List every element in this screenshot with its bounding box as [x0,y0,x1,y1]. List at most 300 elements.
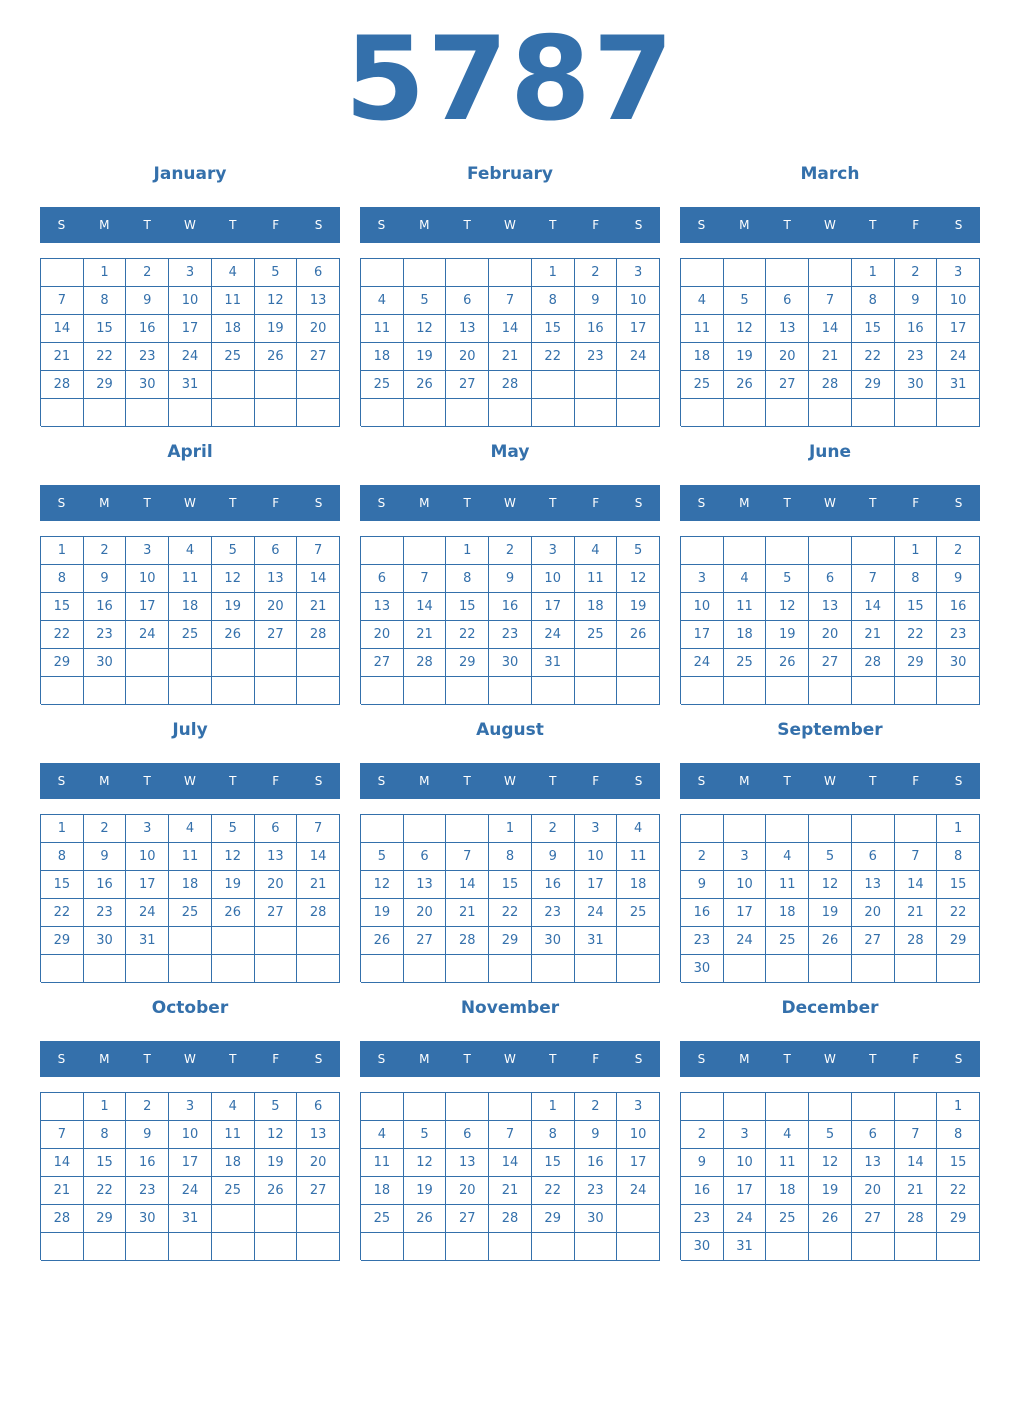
day-cell[interactable]: 18 [169,593,212,621]
day-cell[interactable]: 4 [212,259,255,287]
day-cell[interactable]: 24 [126,899,169,927]
day-cell[interactable]: 29 [41,649,84,677]
day-cell[interactable]: 28 [297,899,340,927]
day-cell[interactable]: 7 [895,843,938,871]
day-cell[interactable]: 4 [766,843,809,871]
day-cell[interactable]: 15 [852,315,895,343]
day-cell[interactable]: 14 [297,565,340,593]
day-cell[interactable]: 8 [895,565,938,593]
day-cell[interactable]: 7 [41,287,84,315]
day-cell[interactable]: 21 [852,621,895,649]
day-cell[interactable]: 1 [84,259,127,287]
day-cell[interactable]: 1 [41,815,84,843]
day-cell[interactable]: 12 [212,565,255,593]
day-cell[interactable]: 9 [532,843,575,871]
day-cell[interactable]: 17 [575,871,618,899]
day-cell[interactable]: 7 [489,1121,532,1149]
day-cell[interactable]: 11 [361,1149,404,1177]
day-cell[interactable]: 17 [532,593,575,621]
day-cell[interactable]: 12 [255,1121,298,1149]
day-cell[interactable]: 20 [809,621,852,649]
day-cell[interactable]: 5 [212,815,255,843]
day-cell[interactable]: 30 [126,1205,169,1233]
day-cell[interactable]: 28 [41,1205,84,1233]
day-cell[interactable]: 21 [41,343,84,371]
day-cell[interactable]: 24 [617,343,660,371]
day-cell[interactable]: 17 [126,871,169,899]
day-cell[interactable]: 29 [446,649,489,677]
day-cell[interactable]: 11 [681,315,724,343]
day-cell[interactable]: 20 [446,1177,489,1205]
day-cell[interactable]: 31 [169,371,212,399]
day-cell[interactable]: 2 [681,1121,724,1149]
day-cell[interactable]: 12 [404,1149,447,1177]
day-cell[interactable]: 10 [169,287,212,315]
day-cell[interactable]: 23 [681,927,724,955]
day-cell[interactable]: 18 [766,899,809,927]
day-cell[interactable]: 20 [361,621,404,649]
day-cell[interactable]: 21 [809,343,852,371]
day-cell[interactable]: 25 [361,371,404,399]
day-cell[interactable]: 11 [361,315,404,343]
day-cell[interactable]: 11 [766,1149,809,1177]
day-cell[interactable]: 3 [937,259,980,287]
day-cell[interactable]: 5 [724,287,767,315]
day-cell[interactable]: 1 [84,1093,127,1121]
day-cell[interactable]: 17 [937,315,980,343]
day-cell[interactable]: 7 [446,843,489,871]
day-cell[interactable]: 9 [84,843,127,871]
day-cell[interactable]: 8 [41,843,84,871]
day-cell[interactable]: 2 [532,815,575,843]
day-cell[interactable]: 13 [852,871,895,899]
day-cell[interactable]: 4 [169,537,212,565]
day-cell[interactable]: 20 [852,899,895,927]
day-cell[interactable]: 31 [724,1233,767,1261]
day-cell[interactable]: 8 [937,1121,980,1149]
day-cell[interactable]: 28 [852,649,895,677]
day-cell[interactable]: 3 [724,1121,767,1149]
day-cell[interactable]: 25 [169,621,212,649]
day-cell[interactable]: 19 [766,621,809,649]
day-cell[interactable]: 9 [681,1149,724,1177]
day-cell[interactable]: 14 [41,315,84,343]
day-cell[interactable]: 19 [255,1149,298,1177]
day-cell[interactable]: 29 [84,1205,127,1233]
day-cell[interactable]: 2 [575,1093,618,1121]
day-cell[interactable]: 19 [212,871,255,899]
day-cell[interactable]: 16 [937,593,980,621]
day-cell[interactable]: 22 [41,899,84,927]
day-cell[interactable]: 13 [852,1149,895,1177]
day-cell[interactable]: 29 [937,1205,980,1233]
day-cell[interactable]: 10 [724,1149,767,1177]
day-cell[interactable]: 24 [724,1205,767,1233]
day-cell[interactable]: 4 [212,1093,255,1121]
day-cell[interactable]: 21 [895,899,938,927]
day-cell[interactable]: 8 [446,565,489,593]
day-cell[interactable]: 28 [446,927,489,955]
day-cell[interactable]: 27 [297,1177,340,1205]
day-cell[interactable]: 30 [681,955,724,983]
day-cell[interactable]: 19 [724,343,767,371]
day-cell[interactable]: 15 [489,871,532,899]
day-cell[interactable]: 16 [84,871,127,899]
day-cell[interactable]: 21 [489,1177,532,1205]
day-cell[interactable]: 1 [852,259,895,287]
day-cell[interactable]: 1 [446,537,489,565]
day-cell[interactable]: 25 [681,371,724,399]
day-cell[interactable]: 6 [446,287,489,315]
day-cell[interactable]: 16 [575,315,618,343]
day-cell[interactable]: 12 [809,1149,852,1177]
day-cell[interactable]: 22 [895,621,938,649]
day-cell[interactable]: 12 [766,593,809,621]
day-cell[interactable]: 26 [404,1205,447,1233]
day-cell[interactable]: 3 [126,537,169,565]
day-cell[interactable]: 6 [766,287,809,315]
day-cell[interactable]: 21 [297,593,340,621]
day-cell[interactable]: 20 [766,343,809,371]
day-cell[interactable]: 21 [446,899,489,927]
day-cell[interactable]: 26 [255,1177,298,1205]
day-cell[interactable]: 22 [532,1177,575,1205]
day-cell[interactable]: 7 [297,537,340,565]
day-cell[interactable]: 29 [532,1205,575,1233]
day-cell[interactable]: 30 [937,649,980,677]
day-cell[interactable]: 31 [937,371,980,399]
day-cell[interactable]: 20 [255,593,298,621]
day-cell[interactable]: 17 [724,899,767,927]
day-cell[interactable]: 15 [446,593,489,621]
day-cell[interactable]: 1 [41,537,84,565]
day-cell[interactable]: 3 [617,259,660,287]
day-cell[interactable]: 14 [852,593,895,621]
day-cell[interactable]: 21 [489,343,532,371]
day-cell[interactable]: 11 [212,1121,255,1149]
day-cell[interactable]: 13 [446,315,489,343]
day-cell[interactable]: 24 [126,621,169,649]
day-cell[interactable]: 26 [404,371,447,399]
day-cell[interactable]: 8 [852,287,895,315]
day-cell[interactable]: 4 [681,287,724,315]
day-cell[interactable]: 28 [297,621,340,649]
day-cell[interactable]: 20 [297,1149,340,1177]
day-cell[interactable]: 22 [446,621,489,649]
day-cell[interactable]: 1 [937,815,980,843]
day-cell[interactable]: 30 [681,1233,724,1261]
day-cell[interactable]: 7 [41,1121,84,1149]
day-cell[interactable]: 4 [617,815,660,843]
day-cell[interactable]: 6 [446,1121,489,1149]
day-cell[interactable]: 15 [84,1149,127,1177]
day-cell[interactable]: 26 [766,649,809,677]
day-cell[interactable]: 12 [212,843,255,871]
day-cell[interactable]: 25 [169,899,212,927]
day-cell[interactable]: 13 [255,565,298,593]
day-cell[interactable]: 5 [255,259,298,287]
day-cell[interactable]: 18 [169,871,212,899]
day-cell[interactable]: 12 [809,871,852,899]
day-cell[interactable]: 10 [575,843,618,871]
day-cell[interactable]: 3 [681,565,724,593]
day-cell[interactable]: 30 [532,927,575,955]
day-cell[interactable]: 26 [361,927,404,955]
day-cell[interactable]: 11 [212,287,255,315]
day-cell[interactable]: 13 [809,593,852,621]
day-cell[interactable]: 16 [895,315,938,343]
day-cell[interactable]: 15 [895,593,938,621]
day-cell[interactable]: 3 [532,537,575,565]
day-cell[interactable]: 1 [532,1093,575,1121]
day-cell[interactable]: 23 [489,621,532,649]
day-cell[interactable]: 9 [126,287,169,315]
day-cell[interactable]: 19 [404,343,447,371]
day-cell[interactable]: 23 [84,621,127,649]
day-cell[interactable]: 25 [724,649,767,677]
day-cell[interactable]: 13 [404,871,447,899]
day-cell[interactable]: 30 [895,371,938,399]
day-cell[interactable]: 27 [446,371,489,399]
day-cell[interactable]: 22 [84,343,127,371]
day-cell[interactable]: 18 [361,343,404,371]
day-cell[interactable]: 9 [895,287,938,315]
day-cell[interactable]: 20 [404,899,447,927]
day-cell[interactable]: 9 [937,565,980,593]
day-cell[interactable]: 27 [361,649,404,677]
day-cell[interactable]: 5 [809,843,852,871]
day-cell[interactable]: 17 [169,315,212,343]
day-cell[interactable]: 11 [169,843,212,871]
day-cell[interactable]: 28 [404,649,447,677]
day-cell[interactable]: 15 [937,871,980,899]
day-cell[interactable]: 23 [126,343,169,371]
day-cell[interactable]: 21 [297,871,340,899]
day-cell[interactable]: 29 [937,927,980,955]
day-cell[interactable]: 1 [895,537,938,565]
day-cell[interactable]: 10 [126,565,169,593]
day-cell[interactable]: 2 [937,537,980,565]
day-cell[interactable]: 31 [575,927,618,955]
day-cell[interactable]: 29 [84,371,127,399]
day-cell[interactable]: 15 [41,871,84,899]
day-cell[interactable]: 10 [617,1121,660,1149]
day-cell[interactable]: 16 [681,1177,724,1205]
day-cell[interactable]: 5 [766,565,809,593]
day-cell[interactable]: 13 [446,1149,489,1177]
day-cell[interactable]: 2 [575,259,618,287]
day-cell[interactable]: 8 [937,843,980,871]
day-cell[interactable]: 14 [489,1149,532,1177]
day-cell[interactable]: 18 [724,621,767,649]
day-cell[interactable]: 16 [532,871,575,899]
day-cell[interactable]: 21 [895,1177,938,1205]
day-cell[interactable]: 19 [617,593,660,621]
day-cell[interactable]: 4 [766,1121,809,1149]
day-cell[interactable]: 13 [255,843,298,871]
day-cell[interactable]: 10 [169,1121,212,1149]
day-cell[interactable]: 11 [169,565,212,593]
day-cell[interactable]: 14 [895,1149,938,1177]
day-cell[interactable]: 29 [895,649,938,677]
day-cell[interactable]: 10 [681,593,724,621]
day-cell[interactable]: 5 [361,843,404,871]
day-cell[interactable]: 17 [617,1149,660,1177]
day-cell[interactable]: 30 [575,1205,618,1233]
day-cell[interactable]: 24 [575,899,618,927]
day-cell[interactable]: 5 [809,1121,852,1149]
day-cell[interactable]: 28 [895,927,938,955]
day-cell[interactable]: 1 [489,815,532,843]
day-cell[interactable]: 14 [809,315,852,343]
day-cell[interactable]: 9 [681,871,724,899]
day-cell[interactable]: 15 [532,1149,575,1177]
day-cell[interactable]: 2 [126,259,169,287]
day-cell[interactable]: 26 [724,371,767,399]
day-cell[interactable]: 16 [126,1149,169,1177]
day-cell[interactable]: 22 [532,343,575,371]
day-cell[interactable]: 4 [361,1121,404,1149]
day-cell[interactable]: 25 [766,1205,809,1233]
day-cell[interactable]: 17 [681,621,724,649]
day-cell[interactable]: 3 [169,1093,212,1121]
day-cell[interactable]: 21 [404,621,447,649]
day-cell[interactable]: 8 [41,565,84,593]
day-cell[interactable]: 31 [169,1205,212,1233]
day-cell[interactable]: 31 [532,649,575,677]
day-cell[interactable]: 17 [126,593,169,621]
day-cell[interactable]: 20 [297,315,340,343]
day-cell[interactable]: 4 [575,537,618,565]
day-cell[interactable]: 22 [937,899,980,927]
day-cell[interactable]: 25 [575,621,618,649]
day-cell[interactable]: 6 [255,537,298,565]
day-cell[interactable]: 6 [809,565,852,593]
day-cell[interactable]: 7 [852,565,895,593]
day-cell[interactable]: 14 [895,871,938,899]
day-cell[interactable]: 18 [575,593,618,621]
day-cell[interactable]: 2 [681,843,724,871]
day-cell[interactable]: 7 [895,1121,938,1149]
day-cell[interactable]: 27 [404,927,447,955]
day-cell[interactable]: 23 [575,343,618,371]
day-cell[interactable]: 23 [84,899,127,927]
day-cell[interactable]: 7 [809,287,852,315]
day-cell[interactable]: 2 [84,815,127,843]
day-cell[interactable]: 3 [126,815,169,843]
day-cell[interactable]: 3 [617,1093,660,1121]
day-cell[interactable]: 24 [681,649,724,677]
day-cell[interactable]: 4 [169,815,212,843]
day-cell[interactable]: 7 [404,565,447,593]
day-cell[interactable]: 4 [361,287,404,315]
day-cell[interactable]: 3 [724,843,767,871]
day-cell[interactable]: 24 [617,1177,660,1205]
day-cell[interactable]: 1 [937,1093,980,1121]
day-cell[interactable]: 21 [41,1177,84,1205]
day-cell[interactable]: 25 [212,343,255,371]
day-cell[interactable]: 8 [532,287,575,315]
day-cell[interactable]: 11 [766,871,809,899]
day-cell[interactable]: 9 [575,287,618,315]
day-cell[interactable]: 23 [895,343,938,371]
day-cell[interactable]: 20 [255,871,298,899]
day-cell[interactable]: 31 [126,927,169,955]
day-cell[interactable]: 18 [617,871,660,899]
day-cell[interactable]: 15 [84,315,127,343]
day-cell[interactable]: 28 [41,371,84,399]
day-cell[interactable]: 6 [404,843,447,871]
day-cell[interactable]: 17 [617,315,660,343]
day-cell[interactable]: 24 [937,343,980,371]
day-cell[interactable]: 10 [724,871,767,899]
day-cell[interactable]: 8 [84,287,127,315]
day-cell[interactable]: 27 [446,1205,489,1233]
day-cell[interactable]: 27 [297,343,340,371]
day-cell[interactable]: 24 [169,343,212,371]
day-cell[interactable]: 6 [852,1121,895,1149]
day-cell[interactable]: 30 [84,927,127,955]
day-cell[interactable]: 2 [895,259,938,287]
day-cell[interactable]: 15 [532,315,575,343]
day-cell[interactable]: 30 [126,371,169,399]
day-cell[interactable]: 12 [404,315,447,343]
day-cell[interactable]: 7 [489,287,532,315]
day-cell[interactable]: 28 [489,371,532,399]
day-cell[interactable]: 9 [126,1121,169,1149]
day-cell[interactable]: 27 [255,621,298,649]
day-cell[interactable]: 26 [212,621,255,649]
day-cell[interactable]: 27 [255,899,298,927]
day-cell[interactable]: 24 [169,1177,212,1205]
day-cell[interactable]: 18 [681,343,724,371]
day-cell[interactable]: 24 [724,927,767,955]
day-cell[interactable]: 8 [532,1121,575,1149]
day-cell[interactable]: 11 [617,843,660,871]
day-cell[interactable]: 23 [575,1177,618,1205]
day-cell[interactable]: 29 [852,371,895,399]
day-cell[interactable]: 19 [809,899,852,927]
day-cell[interactable]: 6 [297,1093,340,1121]
day-cell[interactable]: 7 [297,815,340,843]
day-cell[interactable]: 28 [809,371,852,399]
day-cell[interactable]: 15 [41,593,84,621]
day-cell[interactable]: 22 [84,1177,127,1205]
day-cell[interactable]: 22 [489,899,532,927]
day-cell[interactable]: 26 [255,343,298,371]
day-cell[interactable]: 5 [255,1093,298,1121]
day-cell[interactable]: 12 [724,315,767,343]
day-cell[interactable]: 24 [532,621,575,649]
day-cell[interactable]: 17 [169,1149,212,1177]
day-cell[interactable]: 14 [446,871,489,899]
day-cell[interactable]: 9 [575,1121,618,1149]
day-cell[interactable]: 23 [937,621,980,649]
day-cell[interactable]: 20 [852,1177,895,1205]
day-cell[interactable]: 26 [212,899,255,927]
day-cell[interactable]: 12 [361,871,404,899]
day-cell[interactable]: 17 [724,1177,767,1205]
day-cell[interactable]: 13 [361,593,404,621]
day-cell[interactable]: 23 [126,1177,169,1205]
day-cell[interactable]: 2 [126,1093,169,1121]
day-cell[interactable]: 13 [297,287,340,315]
day-cell[interactable]: 5 [212,537,255,565]
day-cell[interactable]: 30 [84,649,127,677]
day-cell[interactable]: 4 [724,565,767,593]
day-cell[interactable]: 19 [809,1177,852,1205]
day-cell[interactable]: 14 [297,843,340,871]
